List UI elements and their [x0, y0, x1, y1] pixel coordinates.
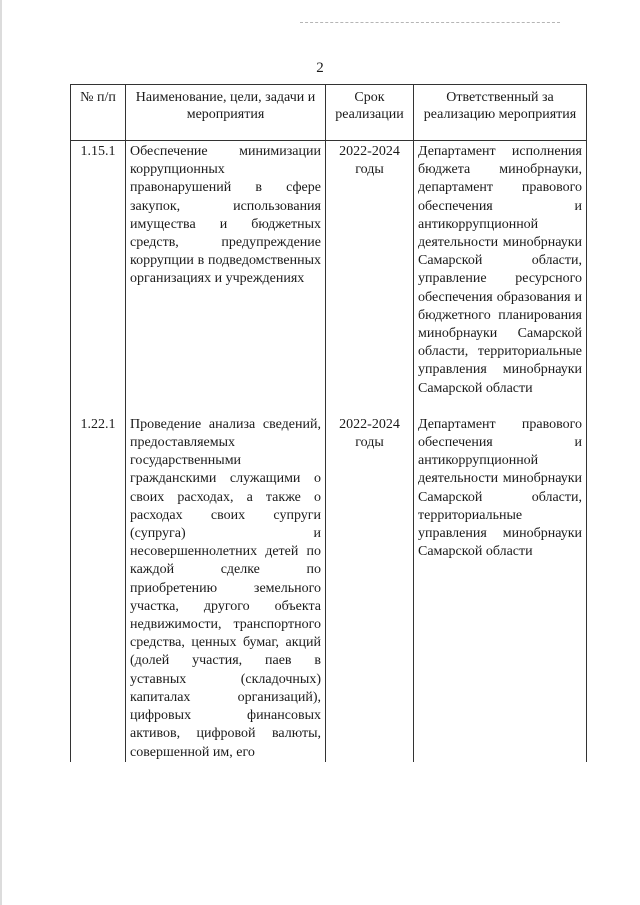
- activity-name: Проведение анализа сведений, предоставляемых государственными гражданскими служащими о своих расходах, а также о расходах своих супруги (супруга) и несовершеннолетних детей по каждой сделке по приобретению земельного участка, другого объекта недвижимости, транспортного средства, ценных бумаг, акций (долей участия, паев в уставных (складочных) капиталах организаций), цифровых финансовых активов, цифровой валюты, совершенной им, его: [126, 398, 326, 762]
- activity-responsible: Департамент исполнения бюджета минобрнауки, департамент правового обеспечения и антикоррупционной деятельности минобрнауки Самарской области, управление ресурсного обеспечения образования и бюджетного планирования минобрнауки Самарской области, территориальные управления минобрнауки Самарской области: [414, 141, 587, 398]
- header-name: Наименование, цели, задачи и мероприятия: [126, 85, 326, 141]
- page-number: 2: [316, 60, 324, 76]
- activity-term: 2022-2024 годы: [326, 398, 414, 762]
- activity-responsible: Департамент правового обеспечения и антикоррупционной деятельности минобрнауки Самарской области, территориальные управления минобрнауки Самарской области: [414, 398, 587, 762]
- row-number: 1.22.1: [71, 398, 126, 762]
- row-number: 1.15.1: [71, 141, 126, 398]
- activity-term: 2022-2024 годы: [326, 141, 414, 398]
- table-row: [71, 398, 587, 762]
- header-responsible: Ответственный за реализацию мероприятия: [414, 85, 587, 141]
- scan-artifact-line: [300, 22, 560, 23]
- table-row: [71, 141, 587, 398]
- header-num: № п/п: [71, 85, 126, 141]
- activity-name: Обеспечение минимизации коррупционных правонарушений в сфере закупок, использования имущества и бюджетных средств, предупреждение коррупции в подведомственных организациях и учреждениях: [126, 141, 326, 398]
- header-term: Срок реализации: [326, 85, 414, 141]
- scan-edge: [0, 0, 2, 905]
- activities-table: [70, 84, 587, 762]
- table-header-row: [71, 85, 587, 141]
